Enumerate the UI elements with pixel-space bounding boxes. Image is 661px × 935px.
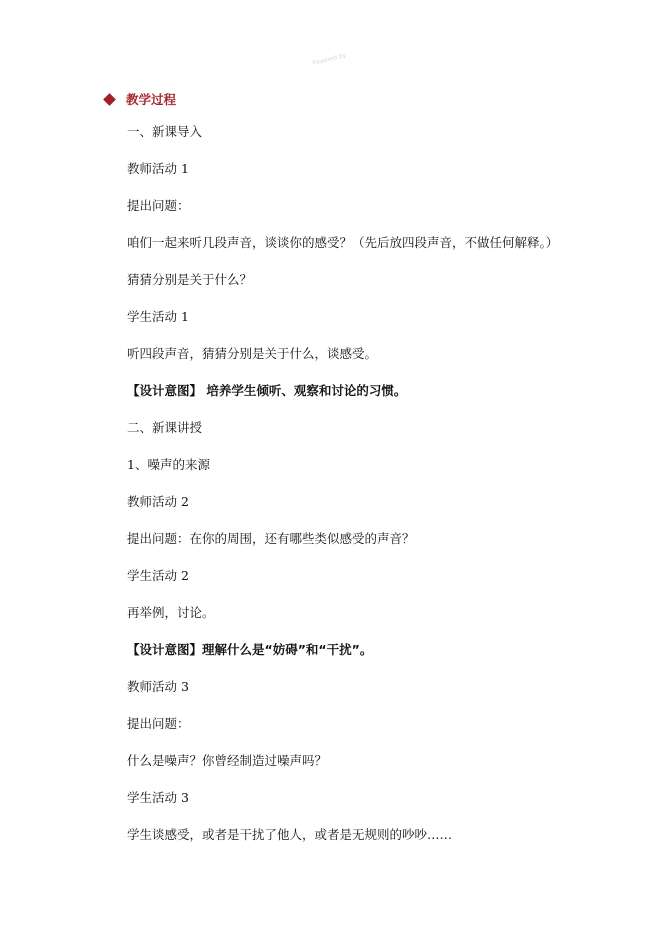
paragraph: 提出问题： xyxy=(127,716,190,731)
paragraph: 学生谈感受，或者是干扰了他人，或者是无规则的吵吵…… xyxy=(127,827,453,842)
paragraph: 再举例，讨论。 xyxy=(127,605,215,620)
paragraph: 什么是噪声？你曾经制造过噪声吗？ xyxy=(127,753,328,768)
diamond-bullet-icon xyxy=(103,93,116,106)
activity-label: 教师活动 1 xyxy=(127,161,189,176)
paragraph: 提出问题： xyxy=(127,198,190,213)
subsection-heading: 1、噪声的来源 xyxy=(127,457,210,472)
paragraph: 猜猜分别是关于什么？ xyxy=(127,272,253,287)
watermark: Powered by xyxy=(311,51,348,68)
subsection-heading: 二、新课讲授 xyxy=(127,420,203,435)
section-title: 教学过程 xyxy=(126,92,177,107)
paragraph: 咱们一起来听几段声音，谈谈你的感受？（先后放四段声音，不做任何解释。） xyxy=(127,235,559,250)
paragraph: 听四段声音，猜猜分别是关于什么，谈感受。 xyxy=(127,346,378,361)
design-intent: 【设计意图】理解什么是“妨碍”和“干扰”。 xyxy=(127,642,373,657)
activity-label: 学生活动 2 xyxy=(127,568,189,583)
activity-label: 学生活动 1 xyxy=(127,309,189,324)
activity-label: 教师活动 3 xyxy=(127,679,189,694)
activity-label: 教师活动 2 xyxy=(127,494,189,509)
paragraph: 提出问题：在你的周围，还有哪些类似感受的声音？ xyxy=(127,531,415,546)
section-heading xyxy=(104,90,176,108)
activity-label: 学生活动 3 xyxy=(127,790,189,805)
design-intent: 【设计意图】 培养学生倾听、观察和讨论的习惯。 xyxy=(127,383,407,398)
subsection-heading: 一、新课导入 xyxy=(127,124,203,139)
